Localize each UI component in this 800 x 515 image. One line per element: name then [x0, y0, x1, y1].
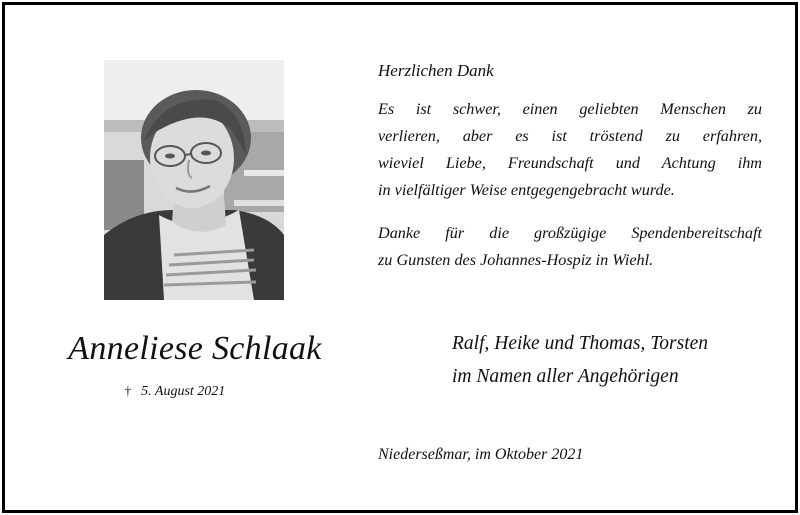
portrait-photo: [104, 60, 284, 300]
paragraph-line: zu Gunsten des Johannes-Hospiz in Wiehl.: [378, 251, 654, 269]
thanks-paragraph: [378, 96, 762, 204]
death-date-line: [45, 383, 305, 400]
death-cross-icon: †: [124, 383, 132, 398]
paragraph-line: verlieren, aber es ist tröstend zu erfahren,: [378, 127, 762, 145]
paragraph-line: Es ist schwer, einen geliebten Menschen zu: [378, 100, 762, 118]
deceased-name: Anneliese Schlaak: [68, 330, 322, 367]
death-date: 5. August 2021: [141, 384, 226, 399]
signature-line: Ralf, Heike und Thomas, Torsten: [452, 333, 709, 354]
place-and-date: Niederseßmar, im Oktober 2021: [378, 446, 584, 463]
signature-line: im Namen aller Angehörigen: [452, 366, 679, 387]
donation-paragraph: [378, 220, 762, 274]
family-signature: [452, 327, 708, 393]
thanks-heading: Herzlichen Dank: [378, 61, 494, 80]
paragraph-line: in vielfältiger Weise entgegengebracht wurde.: [378, 181, 675, 199]
paragraph-line: wieviel Liebe, Freundschaft und Achtung ihm: [378, 154, 762, 172]
paragraph-line: Danke für die großzügige Spendenbereitschaft: [378, 224, 762, 242]
obituary-card: [2, 2, 798, 513]
